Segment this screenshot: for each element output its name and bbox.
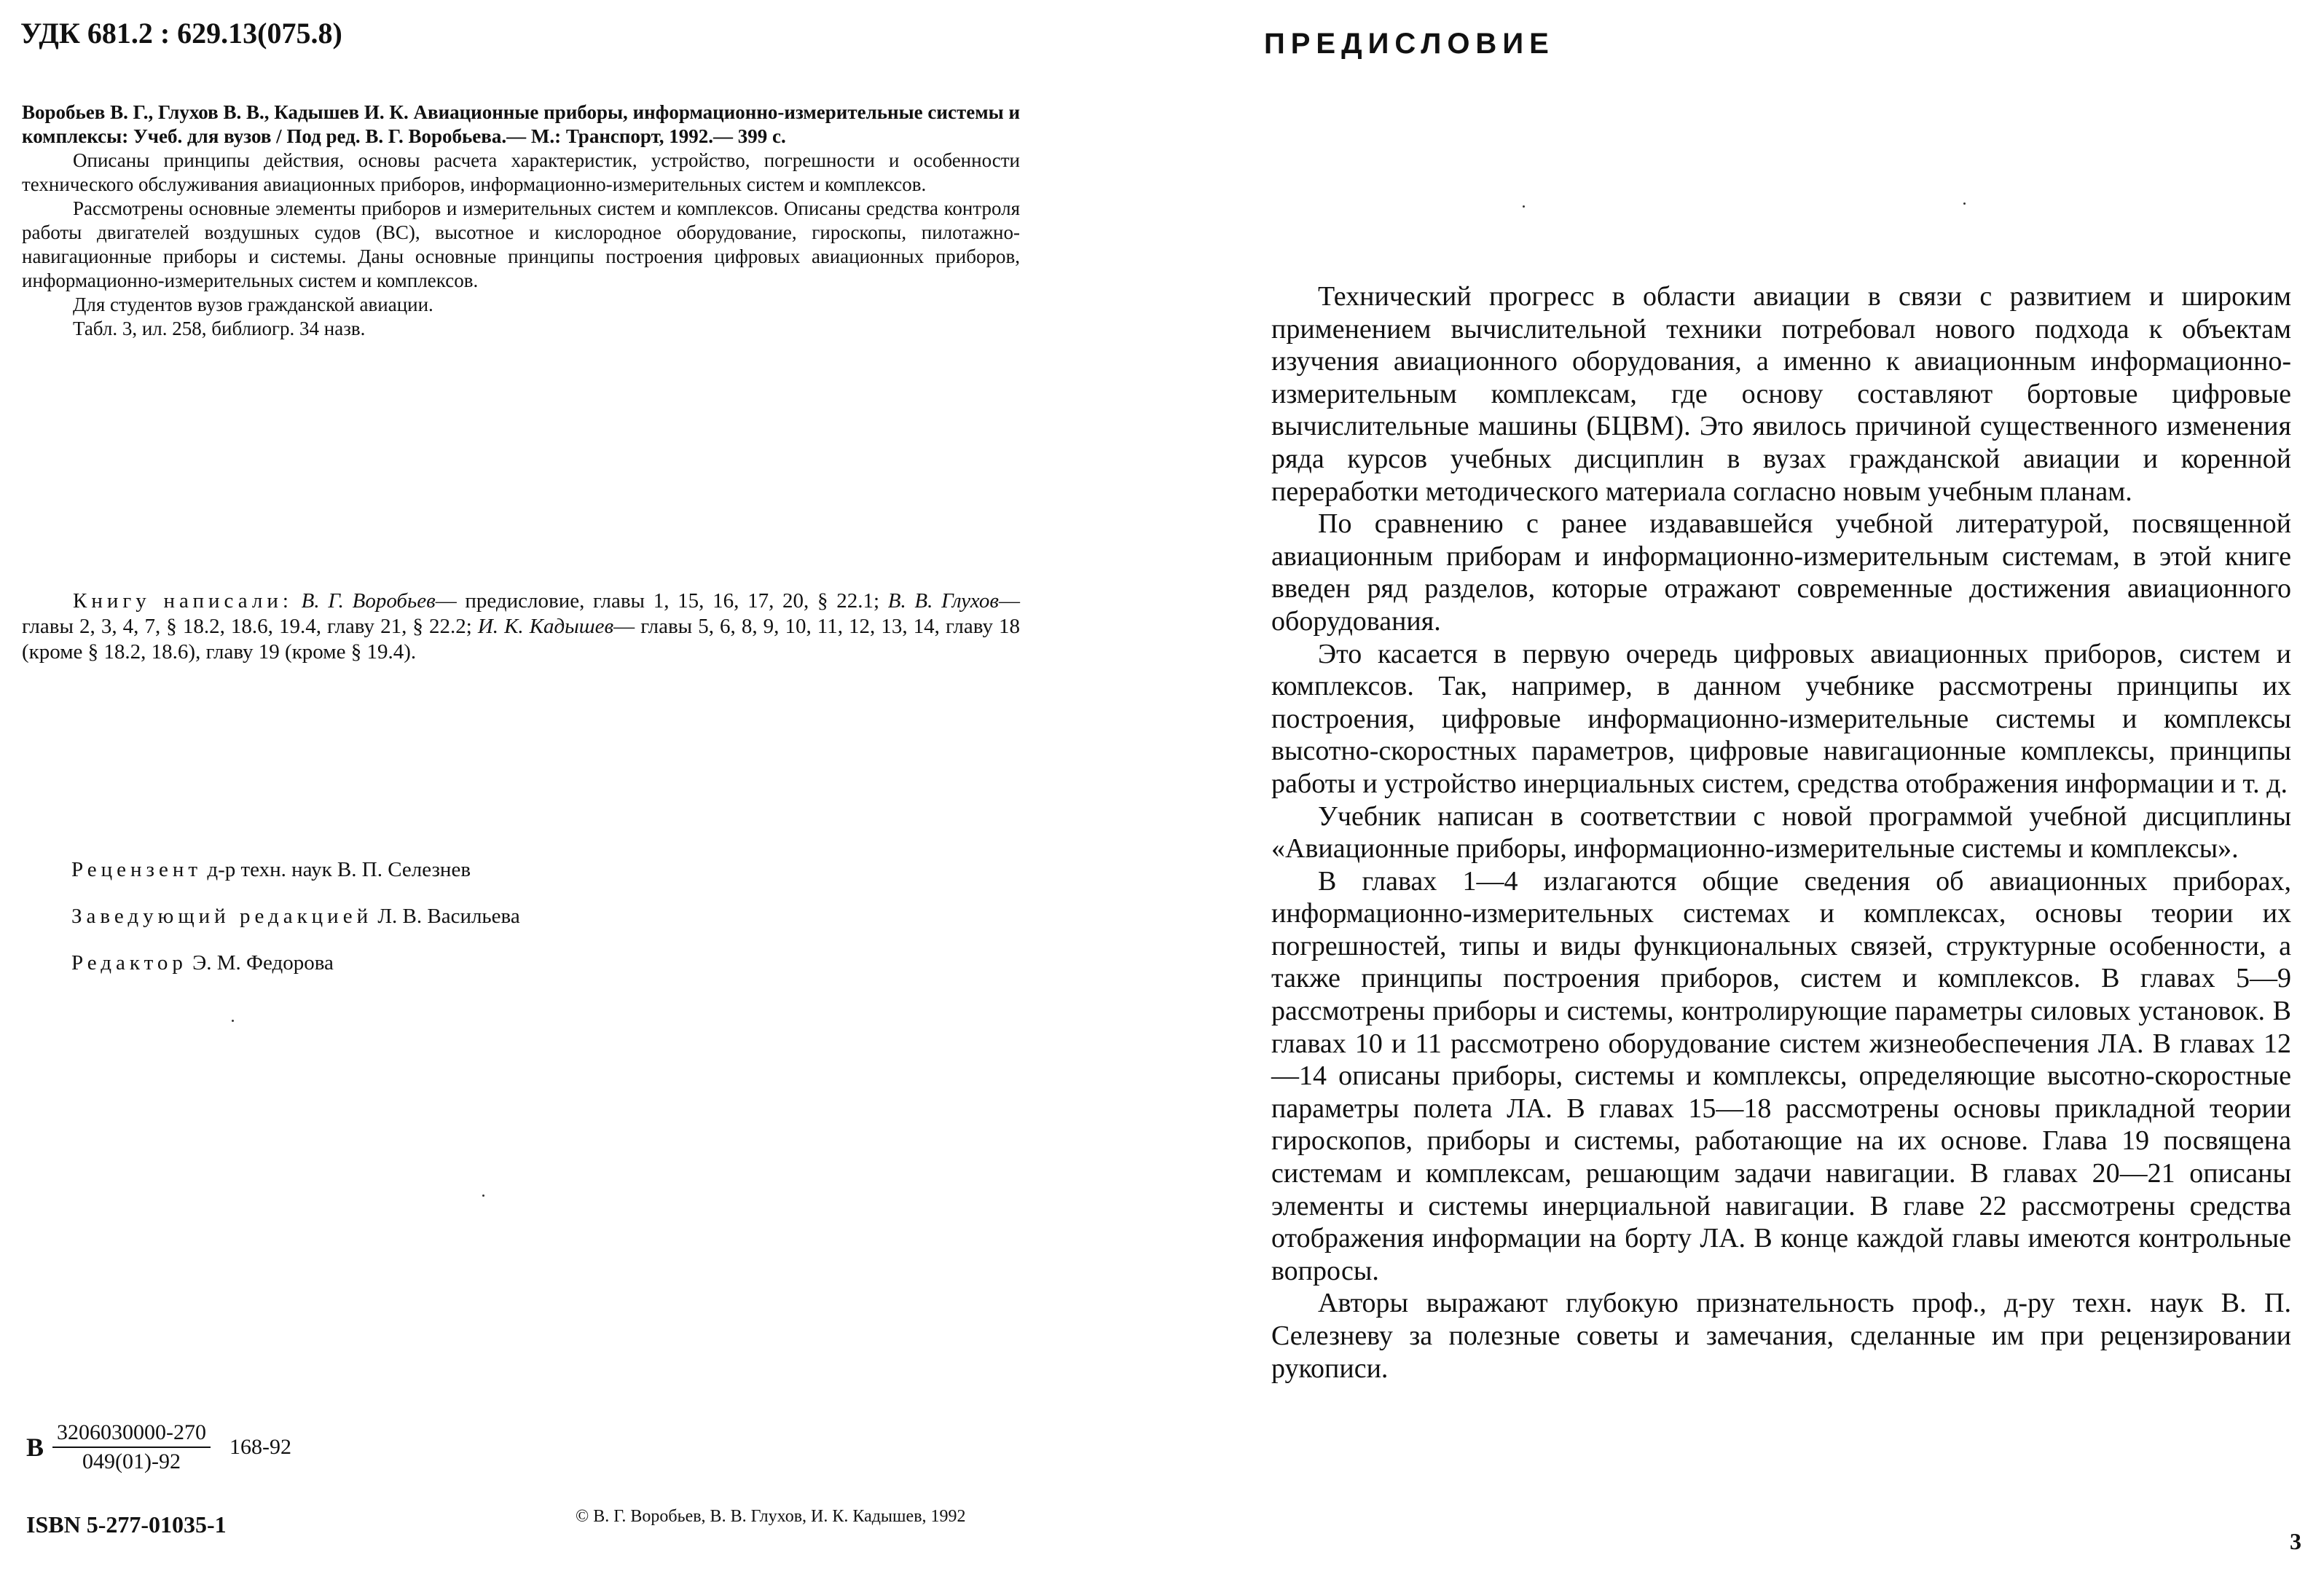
author-contribution: — главы 2, 3, 4, 7, § 18.2, 18.6, 19.4, главу 21, § 22.2; bbox=[22, 589, 1021, 638]
annotation-paragraph: Табл. 3, ил. 258, библиогр. 34 назв. bbox=[73, 318, 366, 339]
bibliographic-code bbox=[26, 1420, 291, 1474]
author-name: В. В. Глухов bbox=[887, 589, 1000, 613]
head-editor-name: Л. В. Васильева bbox=[377, 905, 520, 928]
reviewer-line bbox=[71, 846, 520, 893]
editor-name: Э. М. Федорова bbox=[192, 951, 334, 975]
preface-paragraph: По сравнению с ранее издававшейся учебной литературой, посвященной авиационным приборам и информационно-измерительным системам, в этой книге введен ряд разделов, которые отражают современные достижения авиационного оборудования. bbox=[1271, 508, 2291, 637]
print-speck bbox=[1523, 205, 1525, 208]
bib-denominator: 049(01)-92 bbox=[82, 1449, 181, 1473]
author-name: И. К. Кадышев bbox=[477, 615, 614, 638]
book-annotation bbox=[22, 101, 1020, 341]
author-contribution: — главы 5, 6, 8, 9, 10, 11, 12, 13, 14, главу 18 (кроме § 18.2, 18.6), главу 19 (кроме § 19.4). bbox=[22, 615, 1021, 664]
isbn: ISBN 5-277-01035-1 bbox=[26, 1511, 227, 1538]
preface-paragraph: Технический прогресс в области авиации в связи с развитием и широким применением вычислительной техники потребовал нового подхода к объектам изучения авиационного оборудования, а именно к авиационным информационно-измерительным комплексам, где основу составляют бортовые цифровые вычислительные машины (БЦВМ). Это явилось причиной существенного изменения ряда курсов учебных дисциплин в вузах гражданской авиации и коренной переработки методического материала согласно новым учебным планам. bbox=[1271, 281, 2291, 507]
print-speck bbox=[482, 1195, 484, 1197]
editor-line bbox=[71, 940, 520, 986]
udc-code: УДК 681.2 : 629.13(075.8) bbox=[20, 17, 342, 50]
editorial-staff bbox=[71, 846, 520, 986]
reviewer-name: д-р техн. наук В. П. Селезнев bbox=[207, 858, 471, 881]
head-editor-line bbox=[71, 893, 520, 940]
authors-section bbox=[22, 589, 1020, 665]
copyright: © В. Г. Воробьев, В. В. Глухов, И. К. Кадышев, 1992 bbox=[576, 1507, 966, 1526]
author-name: В. Г. Воробьев bbox=[301, 589, 436, 613]
preface-paragraph: Это касается в первую очередь цифровых авиационных приборов, систем и комплексов. Так, например, в данном учебнике рассмотрены принципы их построения, цифровые информационно-измерительные системы и комплексы высотно-скоростных параметров, цифровые навигационные комплексы, принципы работы и устройство инерциальных систем, средства отображения информации и т. д. bbox=[1271, 638, 2291, 799]
annotation-paragraph: Для студентов вузов гражданской авиации. bbox=[73, 294, 433, 315]
preface-paragraph: Авторы выражают глубокую признательность проф., д-ру техн. наук В. П. Селезневу за полезные советы и замечания, сделанные им при рецензировании рукописи. bbox=[1271, 1288, 2291, 1384]
preface-paragraph: Учебник написан в соответствии с новой программой учебной дисциплины «Авиационные приборы, информационно-измерительные системы и комплексы». bbox=[1271, 800, 2291, 865]
bib-numerator: 3206030000-270 bbox=[52, 1420, 211, 1448]
annotation-paragraph: Рассмотрены основные элементы приборов и измерительных систем и комплексов. Описаны средства контроля работы двигателей воздушных судов (ВС), высотное и кислородное оборудование, гироскопы, пилотажно-навигационные приборы и системы. Даны основные принципы построения цифровых авиационных приборов, информационно-измерительных систем и комплексов. bbox=[22, 197, 1020, 291]
annotation-header: Воробьев В. Г., Глухов В. В., Кадышев И. К. Авиационные приборы, информационно-измерительные системы и комплексы: Учеб. для вузов / Под ред. В. Г. Воробьева.— М.: Транспорт, 1992.— 399 с. bbox=[22, 101, 1020, 147]
preface-text bbox=[1271, 280, 2291, 1385]
authors-label: Книгу написали: bbox=[73, 589, 293, 613]
reviewer-label: Рецензент bbox=[71, 858, 203, 881]
head-editor-label: Заведующий редакцией bbox=[71, 905, 373, 928]
bib-fraction bbox=[52, 1420, 211, 1474]
page-title: ПРЕДИСЛОВИЕ bbox=[1264, 28, 1555, 60]
bib-letter: В bbox=[26, 1433, 44, 1462]
print-speck bbox=[1963, 202, 1966, 205]
author-contribution: — предисловие, главы 1, 15, 16, 17, 20, § 22.1; bbox=[435, 589, 880, 613]
left-page bbox=[0, 0, 1137, 1590]
right-page bbox=[1162, 0, 2324, 1590]
print-speck bbox=[232, 1020, 234, 1022]
annotation-paragraph: Описаны принципы действия, основы расчета характеристик, устройство, погрешности и особенности технического обслуживания авиационных приборов, информационно-измерительных систем и комплексов. bbox=[22, 149, 1020, 195]
editor-label: Редактор bbox=[71, 951, 187, 975]
preface-paragraph: В главах 1—4 излагаются общие сведения об авиационных приборах, информационно-измерительных системах и комплексах, основы теории их погрешностей, типы и виды функциональных связей, структурные особенности, а также принципы построения приборов, систем и комплексов. В главах 5—9 рассмотрены приборы и системы, контролирующие параметры силовых установок. В главах 10 и 11 рассмотрено оборудование систем жизнеобеспечения ЛА. В главах 12—14 описаны приборы, системы и комплексы, определяющие высотно-скоростные параметры полета ЛА. В главах 15—18 рассмотрены основы прикладной теории гироскопов, приборы и системы, работающие на их основе. Глава 19 посвящена системам и комплексам, решающим задачи навигации. В главах 20—21 описаны элементы и системы инерциальной навигации. В главе 22 рассмотрены средства отображения информации на борту ЛА. В конце каждой главы имеются контрольные вопросы. bbox=[1271, 865, 2291, 1286]
page-number: 3 bbox=[2290, 1528, 2301, 1554]
bib-code: 168-92 bbox=[229, 1435, 292, 1459]
